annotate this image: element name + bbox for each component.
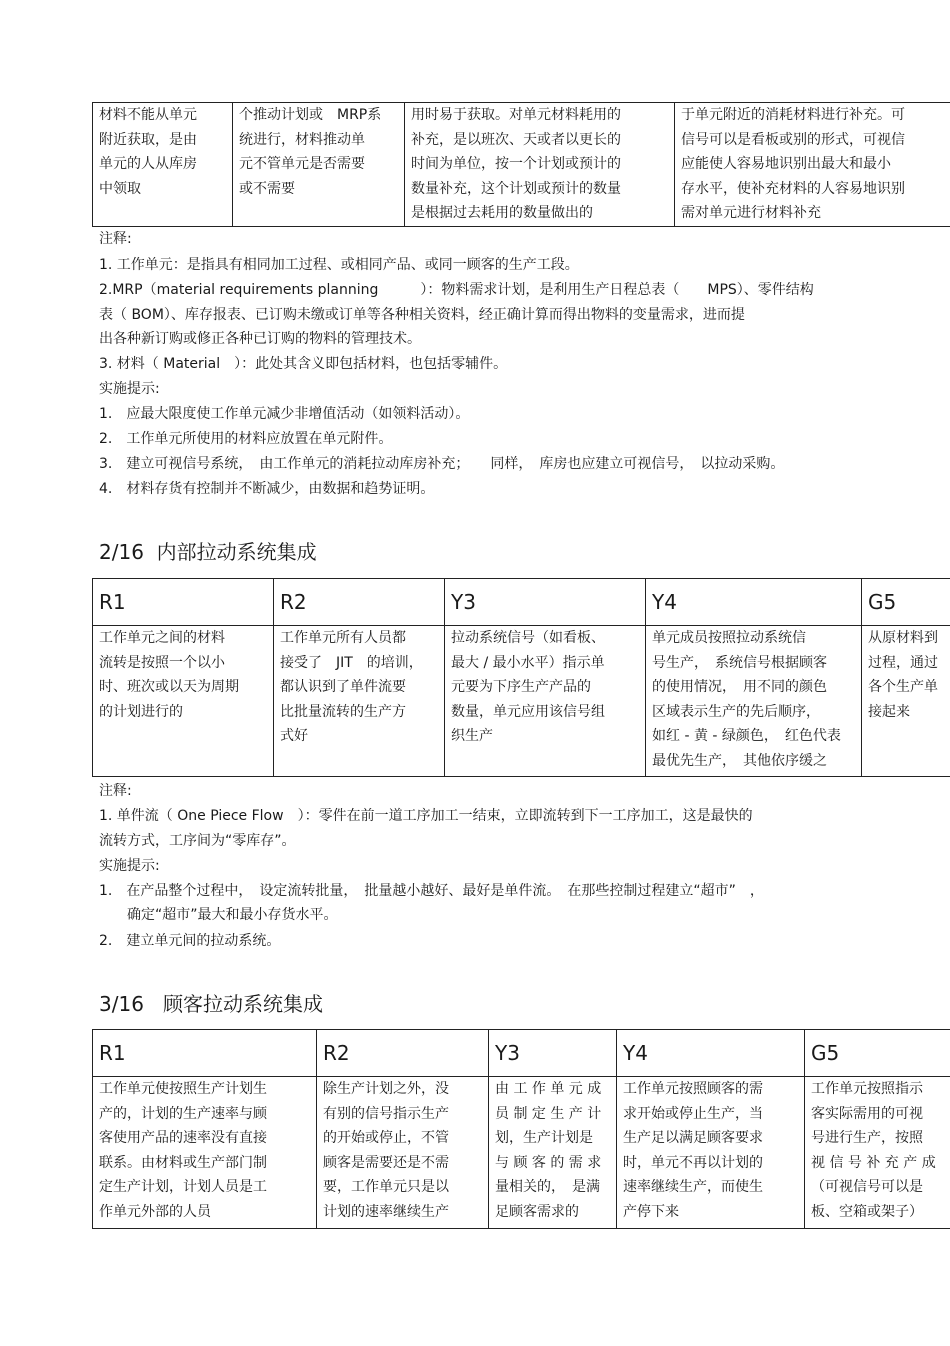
note-text: 3. 材料（ Material ）：此处其含义即包括材料，也包括零辅件。: [99, 356, 508, 372]
tip-text: 1. 在产品整个过程中， 设定流转批量， 批量越小越好、最好是单件流。 在那些控制过程建立“超市” ，: [99, 883, 764, 899]
table-cell: 单元成员按照拉动系统信 号生产， 系统信号根据顾客 的使用情况， 用不同的颜色 区域表示生产的先后顺序， 如红 - 黄 - 绿颜色， 红色代表 最优先生产， 其他依序缓之: [646, 626, 862, 777]
header-cell: R1: [93, 1030, 317, 1077]
header-cell: R2: [317, 1030, 489, 1077]
table-cell: 拉动系统信号（如看板、 最大 / 最小水平）指示单 元要为下序生产产品的 数量，单元应用该信号组 织生产: [445, 626, 646, 777]
note-text: 出各种新订购或修正各种已订购的物料的管理技术。: [99, 331, 421, 347]
notes-label: 注释:: [99, 231, 132, 247]
table-cell: 于单元附近的消耗材料进行补充。可 信号可以是看板或别的形式，可视信 应能使人容易地识别出最大和最小 存水平，使补充材料的人容易地识别 需对单元进行材料补充: [675, 103, 950, 227]
table-cell: 用时易于获取。对单元材料耗用的 补充，是以班次、天或者以更长的 时间为单位，按一个计划或预计的 数量补充，这个计划或预计的数量 是根据过去耗用的数量做出的: [405, 103, 675, 227]
header-cell: Y3: [489, 1030, 617, 1077]
tip-text: 4. 材料存货有控制并不断减少，由数据和趋势证明。: [99, 481, 435, 497]
table-cell: 材料不能从单元 附近获取，是由 单元的人从库房 中领取: [93, 103, 233, 227]
table-cell: 个推动计划或 MRP系 统进行，材料推动单 元不管单元是否需要 或不需要: [233, 103, 405, 227]
table-cell: 从原材料到 过程，通过 各个生产单 接起来: [862, 626, 950, 777]
table-cell: 由 工 作 单 元 成 员 制 定 生 产 计 划，生产计划是 与 顾 客 的 需 求 量相关的， 是满 足顾客需求的: [489, 1077, 617, 1229]
table-cell: 工作单元所有人员都 接受了 JIT 的培训， 都认识到了单件流要 比批量流转的生产方 式好: [274, 626, 445, 777]
tips-label: 实施提示:: [99, 381, 160, 397]
section-title: 3/16 顾客拉动系统集成: [99, 992, 323, 1016]
tip-text: 确定“超市”最大和最小存货水平。: [99, 907, 338, 923]
notes-label: 注释:: [99, 783, 132, 799]
header-cell: R1: [93, 579, 274, 626]
tip-text: 2. 建立单元间的拉动系统。: [99, 933, 281, 949]
section2-table: [92, 578, 950, 777]
header-cell: Y4: [646, 579, 862, 626]
note-text: 1. 工作单元：是指具有相同加工过程、或相同产品、或同一顾客的生产工段。: [99, 257, 579, 273]
header-cell: Y4: [617, 1030, 805, 1077]
note-text: 表（ BOM）、库存报表、已订购未缴或订单等各种相关资料，经正确计算而得出物料的变量需求，进而提: [99, 307, 745, 323]
table-cell: 工作单元使按照生产计划生 产的，计划的生产速率与顾 客使用产品的速率没有直接 联系。由材料或生产部门制 定生产计划，计划人员是工 作单元外部的人员: [93, 1077, 317, 1229]
top-table: [92, 102, 950, 227]
header-cell: G5: [862, 579, 950, 626]
table-cell: 工作单元之间的材料 流转是按照一个以小 时、班次或以天为周期 的计划进行的: [93, 626, 274, 777]
table-cell: 工作单元按照指示 客实际需用的可视 号进行生产，按照 视 信 号 补 充 产 成 （可视信号可以是 板、空箱或架子）: [805, 1077, 950, 1229]
section-title: 2/16 内部拉动系统集成: [99, 540, 317, 564]
section3-table: [92, 1029, 950, 1229]
header-cell: Y3: [445, 579, 646, 626]
table-cell: 工作单元按照顾客的需 求开始或停止生产，当 生产足以满足顾客要求 时，单元不再以计划的 速率继续生产，而使生 产停下来: [617, 1077, 805, 1229]
header-cell: R2: [274, 579, 445, 626]
tips-label: 实施提示:: [99, 858, 160, 874]
header-cell: G5: [805, 1030, 950, 1077]
note-text: 1. 单件流（ One Piece Flow ）：零件在前一道工序加工一结束，立即流转到下一工序加工，这是最快的: [99, 808, 753, 824]
tip-text: 2. 工作单元所使用的材料应放置在单元附件。: [99, 431, 393, 447]
tip-text: 1. 应最大限度使工作单元减少非增值活动（如领料活动）。: [99, 406, 470, 422]
tip-text: 3. 建立可视信号系统， 由工作单元的消耗拉动库房补充； 同样， 库房也应建立可视信号， 以拉动采购。: [99, 456, 785, 472]
note-text: 流转方式，工序间为“零库存”。: [99, 833, 296, 849]
note-text: 2.MRP（material requirements planning ）：物料需求计划，是利用生产日程总表（ MPS）、零件结构: [99, 282, 814, 298]
table-cell: 除生产计划之外，没 有别的信号指示生产 的开始或停止，不管 顾客是需要还是不需 要，工作单元只是以 计划的速率继续生产: [317, 1077, 489, 1229]
